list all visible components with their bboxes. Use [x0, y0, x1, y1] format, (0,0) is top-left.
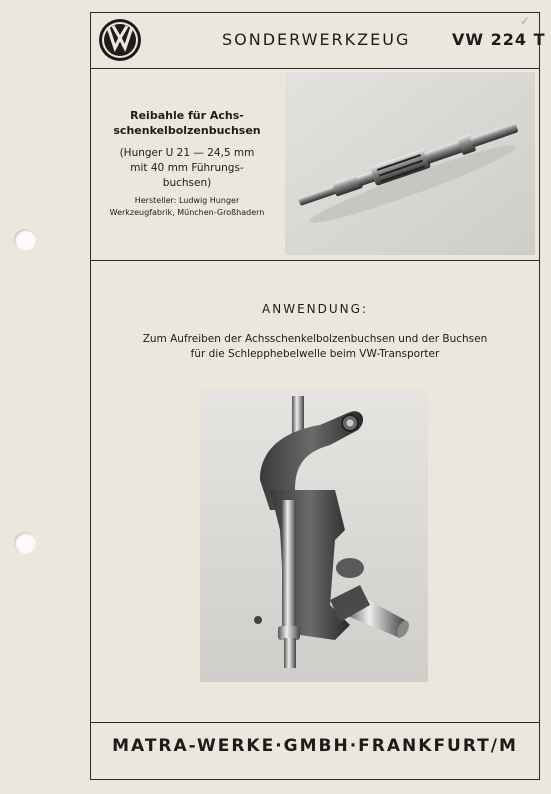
- tool-spec-line: (Hunger U 21 — 24,5 mm: [119, 147, 255, 159]
- vw-logo-icon: [98, 18, 142, 62]
- application-line: für die Schlepphebelwelle beim VW-Transporter: [190, 348, 440, 360]
- tool-code: VW 224 T: [452, 30, 546, 49]
- tool-name-line: schenkelbolzenbuchsen: [113, 124, 261, 137]
- application-line: Zum Aufreiben der Achsschenkelbolzenbuchsen und der Buchsen: [142, 333, 488, 345]
- tool-spec-line: buchsen): [162, 177, 212, 189]
- application-title: ANWENDUNG:: [262, 302, 368, 316]
- steering-knuckle-photo: [200, 390, 428, 682]
- tool-name-line: Reibahle für Achs-: [130, 109, 244, 122]
- pencil-mark: ✓: [520, 14, 531, 28]
- footer-company: MATRA-WERKE·GMBH·FRANKFURT/M: [112, 736, 518, 756]
- manufacturer: [92, 195, 282, 219]
- tool-description: [92, 108, 282, 219]
- divider-header: [90, 68, 540, 69]
- header-title: SONDERWERKZEUG: [222, 30, 411, 49]
- punch-hole-top: [14, 229, 36, 251]
- tool-spec: [92, 146, 282, 191]
- divider-footer: [90, 722, 540, 723]
- divider-tool: [90, 260, 540, 261]
- manufacturer-line: Werkzeugfabrik, München-Großhadern: [109, 208, 265, 217]
- application-text: [90, 332, 540, 362]
- reamer-photo: [285, 72, 535, 255]
- tool-spec-line: mit 40 mm Führungs-: [130, 162, 244, 174]
- punch-hole-bottom: [14, 532, 36, 554]
- tool-name: [92, 108, 282, 138]
- manufacturer-line: Hersteller: Ludwig Hunger: [134, 196, 240, 205]
